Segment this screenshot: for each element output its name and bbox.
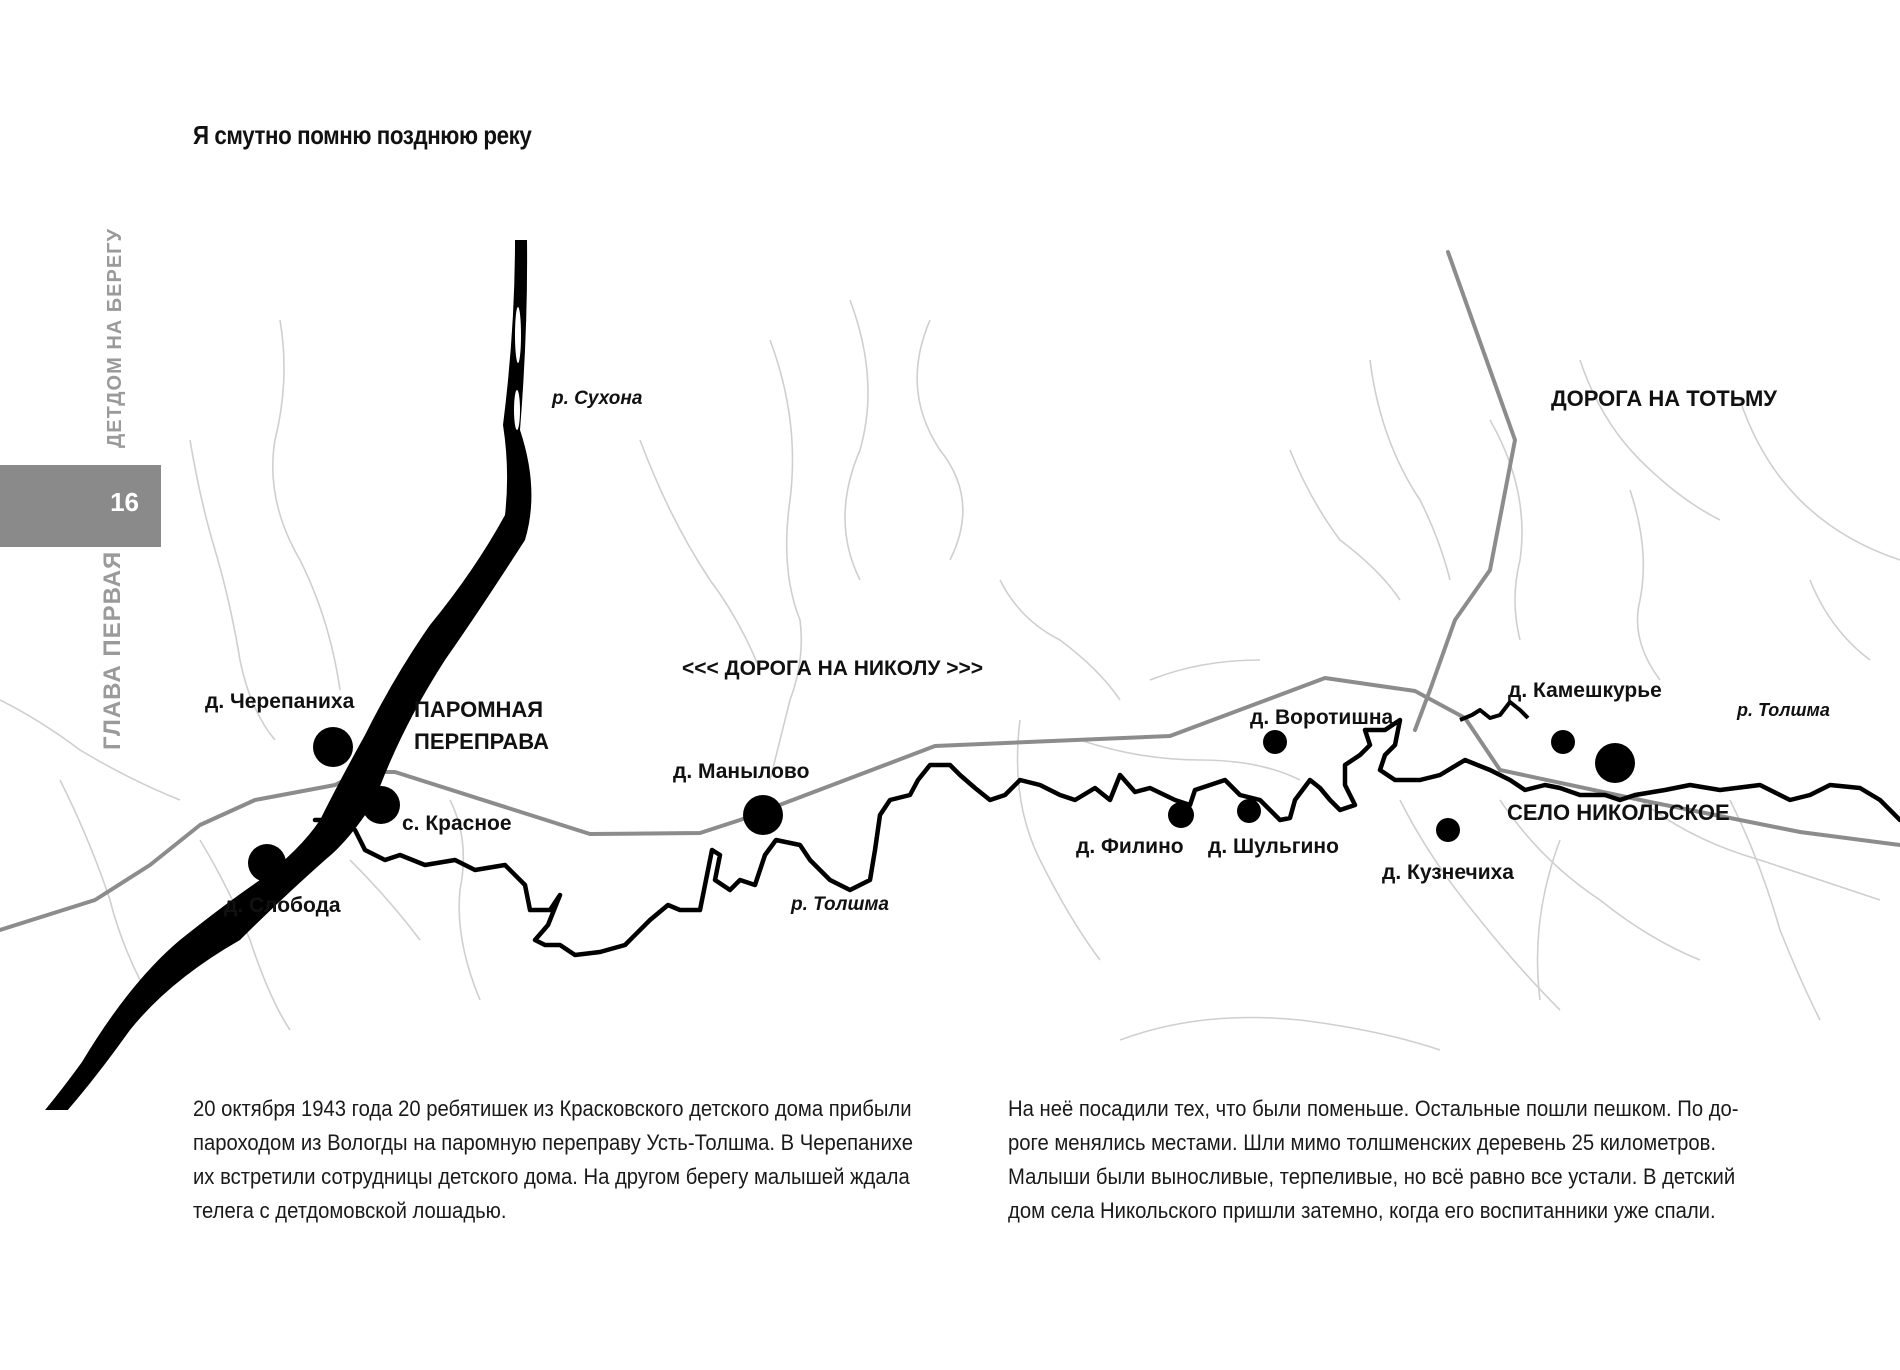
manylovo-dot: [743, 795, 783, 835]
text-line: роге менялись местами. Шли мимо толшменских деревень 25 километров.: [1008, 1130, 1716, 1155]
chapter-title: ГЛАВА ПЕРВАЯ: [99, 550, 126, 750]
sloboda-dot: [248, 844, 286, 882]
label-sloboda: д. Слобода: [224, 894, 341, 917]
label-ferry-2: ПЕРЕПРАВА: [414, 729, 549, 754]
label-nikolskoe: СЕЛО НИКОЛЬСКОЕ: [1507, 800, 1730, 825]
page-number: 16: [110, 487, 139, 517]
label-ferry-1: ПАРОМНАЯ: [414, 697, 544, 722]
body-text-left: [193, 1092, 945, 1228]
label-tolshma-2: р. Толшма: [1737, 700, 1830, 720]
label-shulgino: д. Шульгино: [1208, 835, 1339, 858]
sukhona-river: [0, 240, 531, 1110]
shulgino-dot: [1237, 799, 1261, 823]
page-title: Я смутно помню позднюю реку: [193, 120, 532, 150]
text-line: их встретили сотрудницы детского дома. На другом берегу малышей ждала: [193, 1164, 910, 1189]
label-vorotishna: д. Воротишна: [1250, 706, 1394, 729]
label-manylovo: д. Манылово: [673, 760, 810, 783]
label-cherepanikha: д. Черепаниха: [205, 690, 355, 713]
label-road-totma: ДОРОГА НА ТОТЬМУ: [1551, 386, 1777, 411]
text-line: дом села Никольского пришли затемно, когда его воспитанники уже спали.: [1008, 1198, 1716, 1223]
label-sukhona: р. Сухона: [552, 388, 643, 409]
vorotishna-dot: [1263, 730, 1287, 754]
text-line: телега с детдомовской лошадью.: [193, 1198, 507, 1223]
text-line: Малыши были выносливые, терпеливые, но всё равно все устали. В детский: [1008, 1164, 1736, 1189]
cherepanikha-dot: [313, 727, 353, 767]
label-filino: д. Филино: [1076, 835, 1184, 858]
label-road-nikola: <<< ДОРОГА НА НИКОЛУ >>>: [682, 657, 984, 680]
label-tolshma-1: р. Толшма: [791, 894, 889, 915]
nikolskoe-dot: [1595, 743, 1635, 783]
kameshkurye-dot: [1551, 730, 1575, 754]
text-line: пароходом из Вологды на паромную переправу Усть-Толшма. В Черепанихе: [193, 1130, 913, 1155]
roads: [0, 252, 1900, 930]
section-title: ДЕТДОМ НА БЕРЕГУ: [104, 228, 126, 448]
krasnoe-dot: [362, 786, 400, 824]
filino-dot: [1168, 802, 1194, 828]
label-krasnoe: с. Красное: [402, 812, 512, 835]
label-kuznechikha: д. Кузнечиха: [1382, 861, 1514, 884]
road-to-totma: [1415, 252, 1515, 730]
text-line: На неё посадили тех, что были поменьше. Остальные пошли пешком. По до-: [1008, 1096, 1739, 1121]
kuznechikha-dot: [1436, 818, 1460, 842]
route-map: [0, 240, 1900, 1110]
body-text-right: [1008, 1092, 1760, 1228]
text-line: 20 октября 1943 года 20 ребятишек из Красковского детского дома прибыли: [193, 1096, 912, 1121]
label-kameshkurye: д. Камешкурье: [1508, 679, 1662, 702]
